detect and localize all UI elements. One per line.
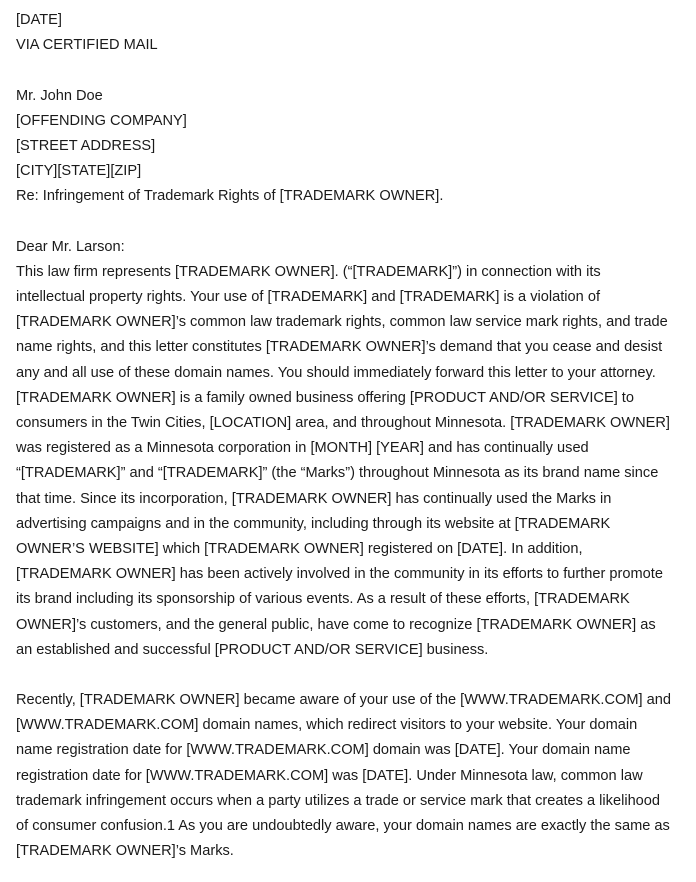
blank-line [16,210,688,235]
blank-line [16,58,688,83]
blank-line [16,663,688,688]
paragraph-line: [TRADEMARK OWNER] is a family owned business offering [PRODUCT AND/OR SERVICE] to [16,389,634,406]
paragraph-line: intellectual property rights. Your use of [TRADEMARK] and [TRADEMARK] is a violation of [16,289,600,306]
delivery-method: VIA CERTIFIED MAIL [16,37,158,54]
salutation: Dear Mr. Larson: [16,238,125,255]
paragraph-line: OWNER]’s customers, and the general public, have come to recognize [TRADEMARK OWNER] as [16,616,656,633]
paragraph-line: This law firm represents [TRADEMARK OWNER]. (“[TRADEMARK]”) in connection with its [16,263,601,280]
paragraph-line: registration date for [WWW.TRADEMARK.COM] was [DATE]. Under Minnesota law, common law [16,767,643,784]
paragraph-line: was registered as a Minnesota corporation in [MONTH] [YEAR] and has continually used [16,440,589,457]
paragraph-line: advertising campaigns and in the community, including through its website at [TRADEMARK [16,515,611,532]
recipient-company: [OFFENDING COMPANY] [16,112,187,129]
recipient-name: Mr. John Doe [16,87,103,104]
recipient-street: [STREET ADDRESS] [16,137,156,154]
paragraph-line: of consumer confusion.1 As you are undoubtedly aware, your domain names are exactly the same as [16,818,670,834]
paragraph-line: [TRADEMARK OWNER]’s common law trademark rights, common law service mark rights, and trade [16,314,668,331]
paragraph-line: consumers in the Twin Cities, [LOCATION] area, and throughout Minnesota. [TRADEMARK OWNER] [16,415,670,431]
paragraph-line: [TRADEMARK OWNER]’s Marks. [16,843,234,860]
paragraph-1 [16,260,688,663]
paragraph-line: any and all use of these domain names. You should immediately forward this letter to your attorney. [16,364,656,381]
paragraph-line: name registration date for [WWW.TRADEMARK.COM] domain was [DATE]. Your domain name [16,742,631,759]
paragraph-line: Recently, [TRADEMARK OWNER] became aware of your use of the [WWW.TRADEMARK.COM] and [16,692,671,709]
paragraph-line: [WWW.TRADEMARK.COM] domain names, which redirect visitors to your website. Your domain [16,717,638,734]
paragraph-line: OWNER’S WEBSITE] which [TRADEMARK OWNER] registered on [DATE]. In addition, [16,540,583,557]
recipient-city-state-zip: [CITY][STATE][ZIP] [16,163,142,180]
paragraph-line: [TRADEMARK OWNER] has been actively involved in the community in its efforts to further promote [16,566,663,583]
subject-line: Re: Infringement of Trademark Rights of [TRADEMARK OWNER]. [16,188,444,205]
paragraph-line: its brand including its sponsorship of various events. As a result of these efforts, [TRADEMARK [16,591,630,608]
letter-document[interactable] [16,8,688,864]
paragraph-line: an established and successful [PRODUCT AND/OR SERVICE] business. [16,641,489,658]
paragraph-line: that time. Since its incorporation, [TRADEMARK OWNER] has continually used the Marks in [16,490,612,507]
paragraph-2 [16,688,688,864]
paragraph-line: name rights, and this letter constitutes [TRADEMARK OWNER]’s demand that you cease and desist [16,339,663,356]
paragraph-line: trademark infringement occurs when a party utilizes a trade or service mark that creates a likelihood [16,792,661,809]
letter-date: [DATE] [16,12,62,28]
paragraph-line: “[TRADEMARK]” and “[TRADEMARK]” (the “Marks”) throughout Minnesota as its brand name since [16,465,659,482]
